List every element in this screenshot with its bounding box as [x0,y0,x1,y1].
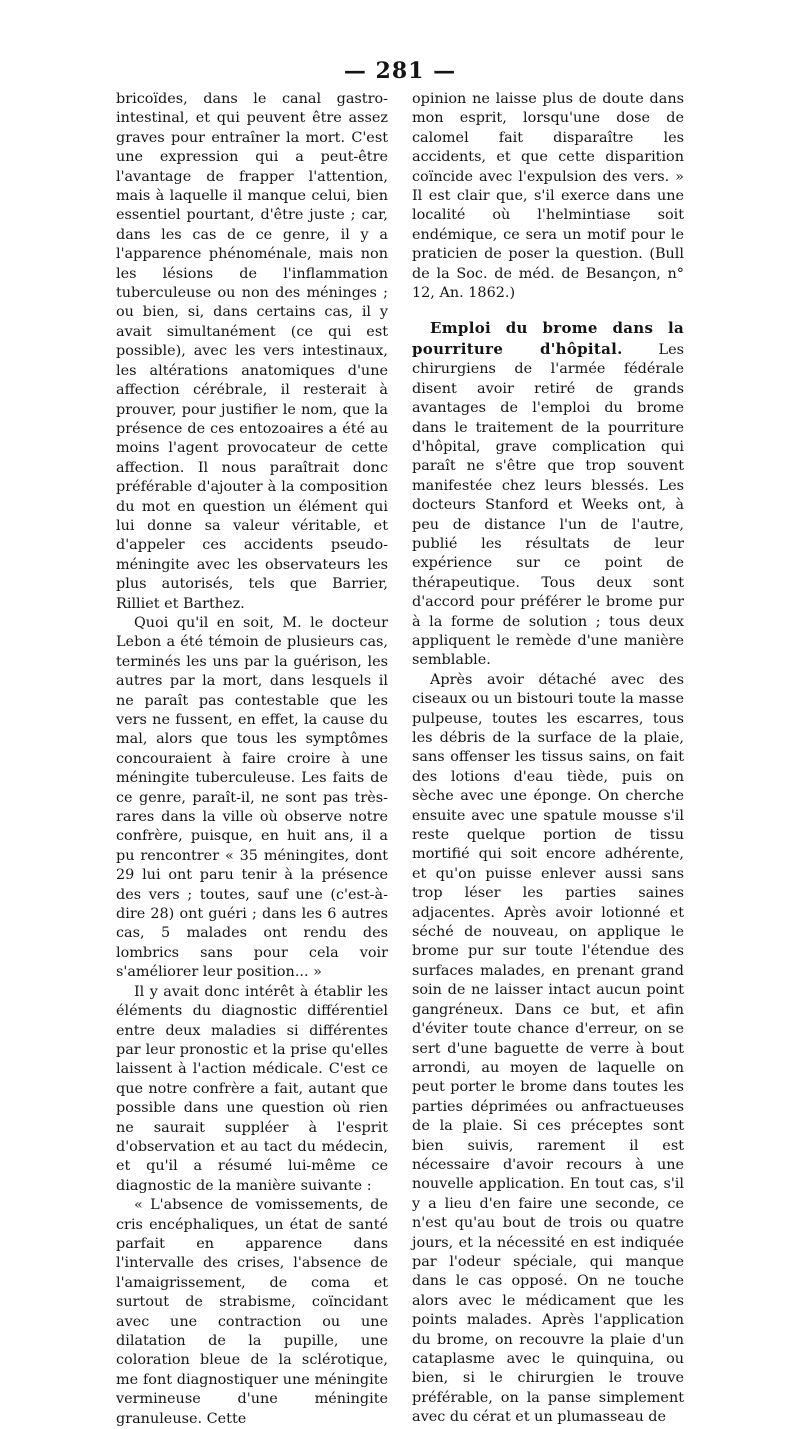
left-column [116,90,388,1429]
section-paragraph [412,319,684,670]
paragraph: Quoi qu'il en soit, M. le docteur Lebon a été témoin de plusieurs cas, terminés les uns par la guérison, les autres par la mort, dans lesquels il ne paraît pas contestable que les vers ne fussent, en effet, la cause du mal, alors que tous les symptômes concouraient à faire croire à une méningite tuberculeuse. Les faits de ce genre, paraît-il, ne sont pas très-rares dans la ville où observe notre confrère, puisque, en huit ans, il a pu rencontrer « 35 méningites, dont 29 lui ont paru tenir à la présence des vers ; toutes, sauf une (c'est-à-dire 28) ont guéri ; dans les 6 autres cas, 5 malades ont rendu des lombrics sans pour cela voir s'améliorer leur position... » [116,614,388,981]
page-number: — 281 — [343,58,457,84]
section-text: Les chirurgiens de l'armée fédérale disent avoir retiré de grands avantages de l'emploi du brome dans le traitement de la pourriture d'hôpital, grave complication qui paraît ne s'être que trop souvent manifestée chez leurs blessés. Les docteurs Stanford et Weeks ont, à peu de distance l'un de l'autre, publié les résultats de leur expérience sur ce point de thérapeutique. Tous deux sont d'accord pour préférer le brome pur à la forme de solution ; tous deux appliquent le remède d'une manière semblable. [412,341,684,669]
paragraph: Après avoir détaché avec des ciseaux ou un bistouri toute la masse pulpeuse, toutes les escarres, tous les débris de la surface de la plaie, sans offenser les tissus sains, on fait des lotions d'eau tiède, puis on sèche avec une éponge. On cherche ensuite avec une spatule mousse s'il reste quelque portion de tissu mortifié qui soit encore adhérente, et qu'on puisse enlever aussi sans trop léser les parties saines adjacentes. Après avoir lotionné et séché de nouveau, on applique le brome pur sur toute l'étendue des surfaces malades, en prenant grand soin de ne laisser intact aucun point gangréneux. Dans ce but, et afin d'éviter toute chance d'erreur, on se sert d'une baguette de verre à bout arrondi, au moyen de laquelle on peut porter le brome dans toutes les parties déprimées ou anfractueuses de la plaie. Si ces préceptes sont bien suivis, rarement il est nécessaire d'avoir recours à une nouvelle application. En tout cas, s'il y a lieu d'en faire une seconde, ce n'est qu'au bout de trois ou quatre jours, et la nécessité en est indiquée par l'odeur spéciale, qui manque dans le cas opposé. On ne touche alors avec le médicament que les points malades. Après l'application du brome, on recouvre la plaie d'un cataplasme avec le quinquina, ou bien, si le chirurgien le trouve préférable, on la panse simplement avec du cérat et un plumasseau de [412,671,684,1426]
right-column [412,90,684,1428]
paragraph: bricoïdes, dans le canal gastro-intestinal, et qui peuvent être assez graves pour entraîner la mort. C'est une expression qui a peut-être l'avantage de frapper l'attention, mais à laquelle il manque celui, bien essentiel pourtant, d'être juste ; car, dans les cas de ce genre, il y a l'apparence phénoménale, mais non les lésions de l'inflammation tuberculeuse ou non des méninges ; ou bien, si, dans certains cas, il y avait simultanément (ce qui est possible), avec les vers intestinaux, les altérations anatomiques d'une affection cérébrale, il resterait à prouver, pour justifier le nom, que la présence de ces entozoaires a été au moins l'agent provocateur de cette affection. Il nous paraîtrait donc préférable d'ajouter à la composition du mot en question un élément qui lui donne sa valeur véritable, et d'appeler ces accidents pseudo-méningite avec les observateurs les plus autorisés, tels que Barrier, Rilliet et Barthez. [116,91,388,612]
section-title: Emploi du brome dans la pourriture d'hôpital. [412,319,684,358]
paragraph: « L'absence de vomissements, de cris encéphaliques, un état de santé parfait en apparence dans l'intervalle des crises, l'absence de l'amaigrissement, de coma et surtout de strabisme, coïncidant avec une contraction ou une dilatation de la pupille, une coloration bleue de la sclérotique, me font diagnostiquer une méningite vermineuse d'une méningite granuleuse. Cette [116,1197,388,1427]
section-spacer [412,303,684,319]
paragraph: Il y avait donc intérêt à établir les éléments du diagnostic différentiel entre deux maladies si différentes par leur pronostic et la prise qu'elles laissent à l'action médicale. C'est ce que notre confrère a fait, autant que possible dans une question où rien ne saurait suppléer à l'esprit d'observation et au tact du médecin, et qu'il a résumé lui-même ce diagnostic de la manière suivante : [116,983,388,1194]
paragraph: opinion ne laisse plus de doute dans mon esprit, lorsqu'une dose de calomel fait disparaître les accidents, et que cette disparition coïncide avec l'expulsion des vers. » Il est clair que, s'il exerce dans une localité où l'helmintiase soit endémique, ce sera un motif pour le praticien de poser la question. (Bull de la Soc. de méd. de Besançon, n° 12, An. 1862.) [412,91,684,302]
